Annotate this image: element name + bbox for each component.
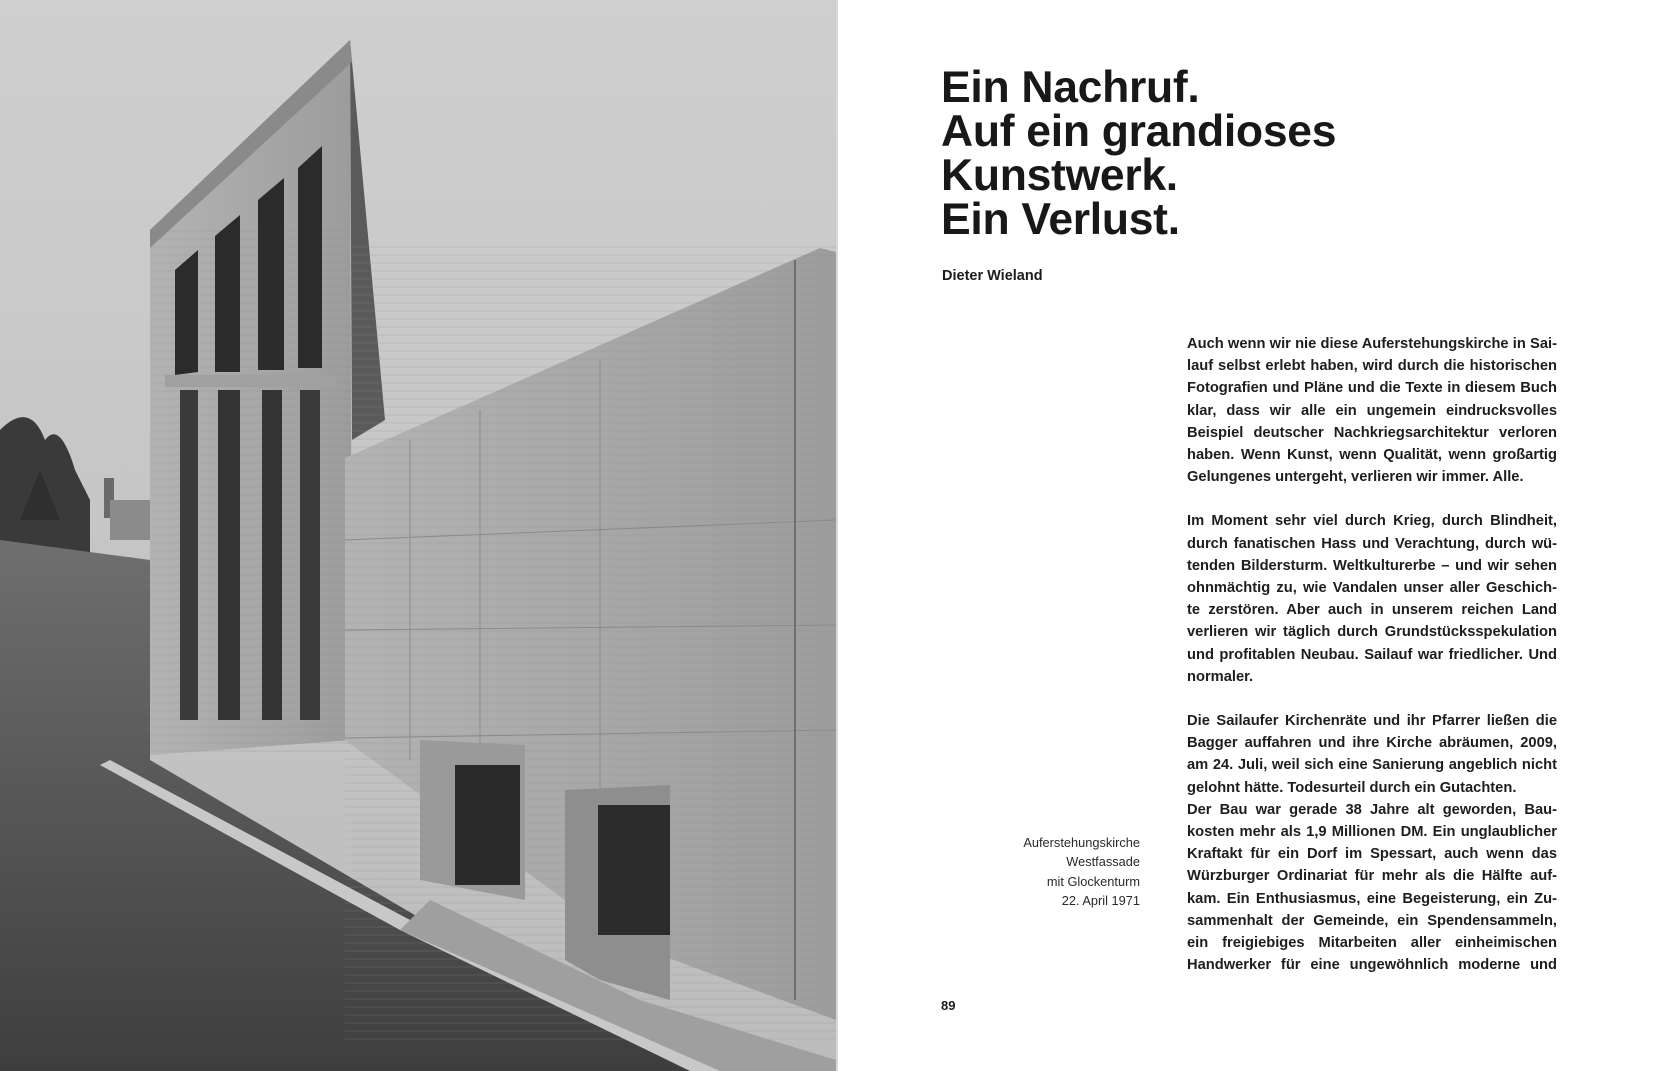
- text-line: gelohnt hätte. Todesurteil durch ein Gutachten.: [1187, 779, 1517, 796]
- caption-line: 22. April 1971: [1061, 893, 1140, 909]
- text-line: Fotografien und Pläne und die Texte in diesem Buch: [1187, 380, 1557, 397]
- text-line: Beispiel deutscher Nachkriegsarchitektur verloren: [1187, 424, 1557, 441]
- title-line: Auf ein grandioses: [941, 107, 1337, 156]
- text-line: Die Sailaufer Kirchenräte und ihr Pfarrer ließen die: [1187, 713, 1557, 730]
- paragraph-1: [1187, 333, 1557, 488]
- text-line: lauf selbst erlebt haben, wird durch die historischen: [1187, 358, 1557, 375]
- text-line: Gelungenes untergeht, verlieren wir immer. Alle.: [1187, 469, 1524, 486]
- paragraph-4: [1187, 799, 1557, 977]
- text-line: ohnmächtig zu, wie Vandalen unser aller Geschich-: [1187, 580, 1557, 597]
- church-photo-image: [0, 0, 836, 1071]
- text-line: Handwerker für eine ungewöhnlich moderne und: [1187, 957, 1557, 974]
- text-line: Der Bau war gerade 38 Jahre alt geworden, Bau-: [1187, 801, 1557, 818]
- text-line: verlieren wir täglich durch Grundstücksspekulation: [1187, 624, 1557, 641]
- text-line: durch fanatischen Hass und Verachtung, durch wü-: [1187, 535, 1557, 552]
- text-line: Kraftakt für ein Dorf im Spessart, auch wenn das: [1187, 846, 1557, 863]
- text-line: kosten mehr als 1,9 Millionen DM. Ein unglaublicher: [1187, 824, 1557, 841]
- caption-line: Auferstehungskirche: [1023, 835, 1140, 850]
- text-line: kam. Ein Enthusiasmus, eine Begeisterung, ein Zu-: [1187, 890, 1557, 907]
- text-line: tenden Bildersturm. Weltkulturerbe – und wir sehen: [1187, 557, 1557, 574]
- text-line: haben. Wenn Kunst, wenn Qualität, wenn großartig: [1187, 447, 1557, 464]
- text-line: Würzburger Ordinariat für mehr als die Hälfte auf-: [1187, 868, 1557, 885]
- text-line: te zerstören. Aber auch in unserem reichen Land: [1187, 602, 1557, 619]
- text-line: sammenhalt der Gemeinde, ein Spendensammeln,: [1187, 912, 1557, 929]
- text-line: Im Moment sehr viel durch Krieg, durch Blindheit,: [1187, 513, 1557, 530]
- paragraph-3: [1187, 710, 1557, 799]
- caption-line: Westfassade: [1066, 854, 1140, 870]
- author-name: Dieter Wieland: [942, 268, 1043, 284]
- text-line: Auch wenn wir nie diese Auferstehungskirche in Sai-: [1187, 336, 1557, 352]
- text-line: ein freigiebiges Mitarbeiten aller einheimischen: [1187, 935, 1557, 952]
- page-number: 89: [941, 998, 956, 1013]
- photo-caption: [960, 833, 1140, 911]
- caption-line: mit Glockenturm: [1046, 873, 1140, 889]
- text-line: Bagger auffahren und ihre Kirche abräumen, 2009,: [1187, 735, 1557, 752]
- text-line: klar, dass wir alle ein ungemein eindrucksvolles: [1187, 402, 1557, 419]
- title-line: Ein Nachruf.: [941, 63, 1200, 112]
- paragraph-2: [1187, 510, 1557, 688]
- text-line: und profitablen Neubau. Sailauf war friedlicher. Und: [1187, 646, 1557, 663]
- page-gutter: [836, 0, 838, 1071]
- article-title: [941, 63, 1641, 244]
- body-text: [1187, 333, 1557, 976]
- text-line: am 24. Juli, weil sich eine Sanierung angeblich nicht: [1187, 757, 1557, 774]
- title-line: Ein Verlust.: [941, 195, 1180, 244]
- title-line: Kunstwerk.: [941, 151, 1178, 200]
- church-photograph: [0, 0, 836, 1071]
- text-line: normaler.: [1187, 668, 1254, 685]
